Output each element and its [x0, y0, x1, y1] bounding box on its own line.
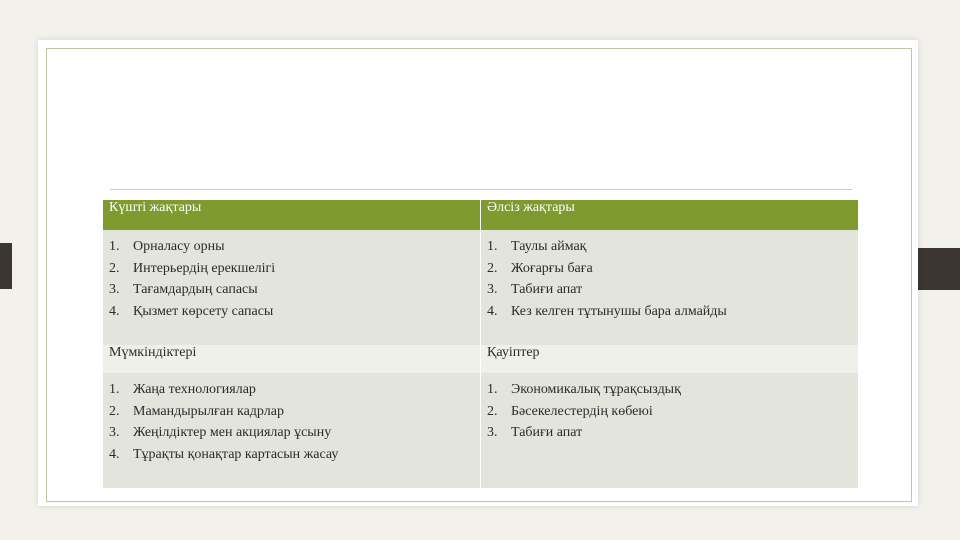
opportunities-list — [109, 379, 474, 465]
title-divider — [110, 189, 852, 190]
list-item: 4. Қызмет көрсету сапасы — [109, 303, 274, 319]
list-item: 1. Орналасу орны — [109, 239, 225, 254]
list-item: 3. Табиғи апат — [487, 282, 583, 297]
list-item: 4. Кез келген тұтынушы бара алмайды — [487, 303, 727, 319]
list-item: 2. Бәсекелестердің көбеюі — [487, 403, 653, 419]
list-item: 2. Интерьердің ерекшелігі — [109, 260, 276, 276]
list-item: 1. Жаңа технологиялар — [109, 382, 256, 397]
list-item: 2. Жоғарғы баға — [487, 260, 593, 276]
list-item: 4. Тұрақты қонақтар картасын жасау — [109, 446, 339, 462]
list-item: 3. Тағамдардың сапасы — [109, 282, 258, 297]
weaknesses-cell — [481, 230, 859, 345]
list-item: 1. Таулы аймақ — [487, 239, 587, 254]
threats-header: Қауіптер — [481, 345, 859, 373]
left-side-tab — [0, 243, 12, 289]
threats-list — [487, 379, 852, 444]
weaknesses-header: Әлсіз жақтары — [481, 200, 859, 230]
weaknesses-list — [487, 236, 852, 322]
swot-table — [102, 200, 859, 488]
list-item: 1. Экономикалық тұрақсыздық — [487, 382, 681, 397]
strengths-header: Күшті жақтары — [103, 200, 481, 230]
list-item: 3. Табиғи апат — [487, 425, 583, 440]
opportunities-header: Мүмкіндіктері — [103, 345, 481, 373]
threats-cell — [481, 373, 859, 488]
strengths-list — [109, 236, 474, 322]
list-item: 2. Мамандырылған кадрлар — [109, 403, 284, 419]
strengths-cell — [103, 230, 481, 345]
opportunities-cell — [103, 373, 481, 488]
list-item: 3. Жеңілдіктер мен акциялар ұсыну — [109, 425, 332, 440]
